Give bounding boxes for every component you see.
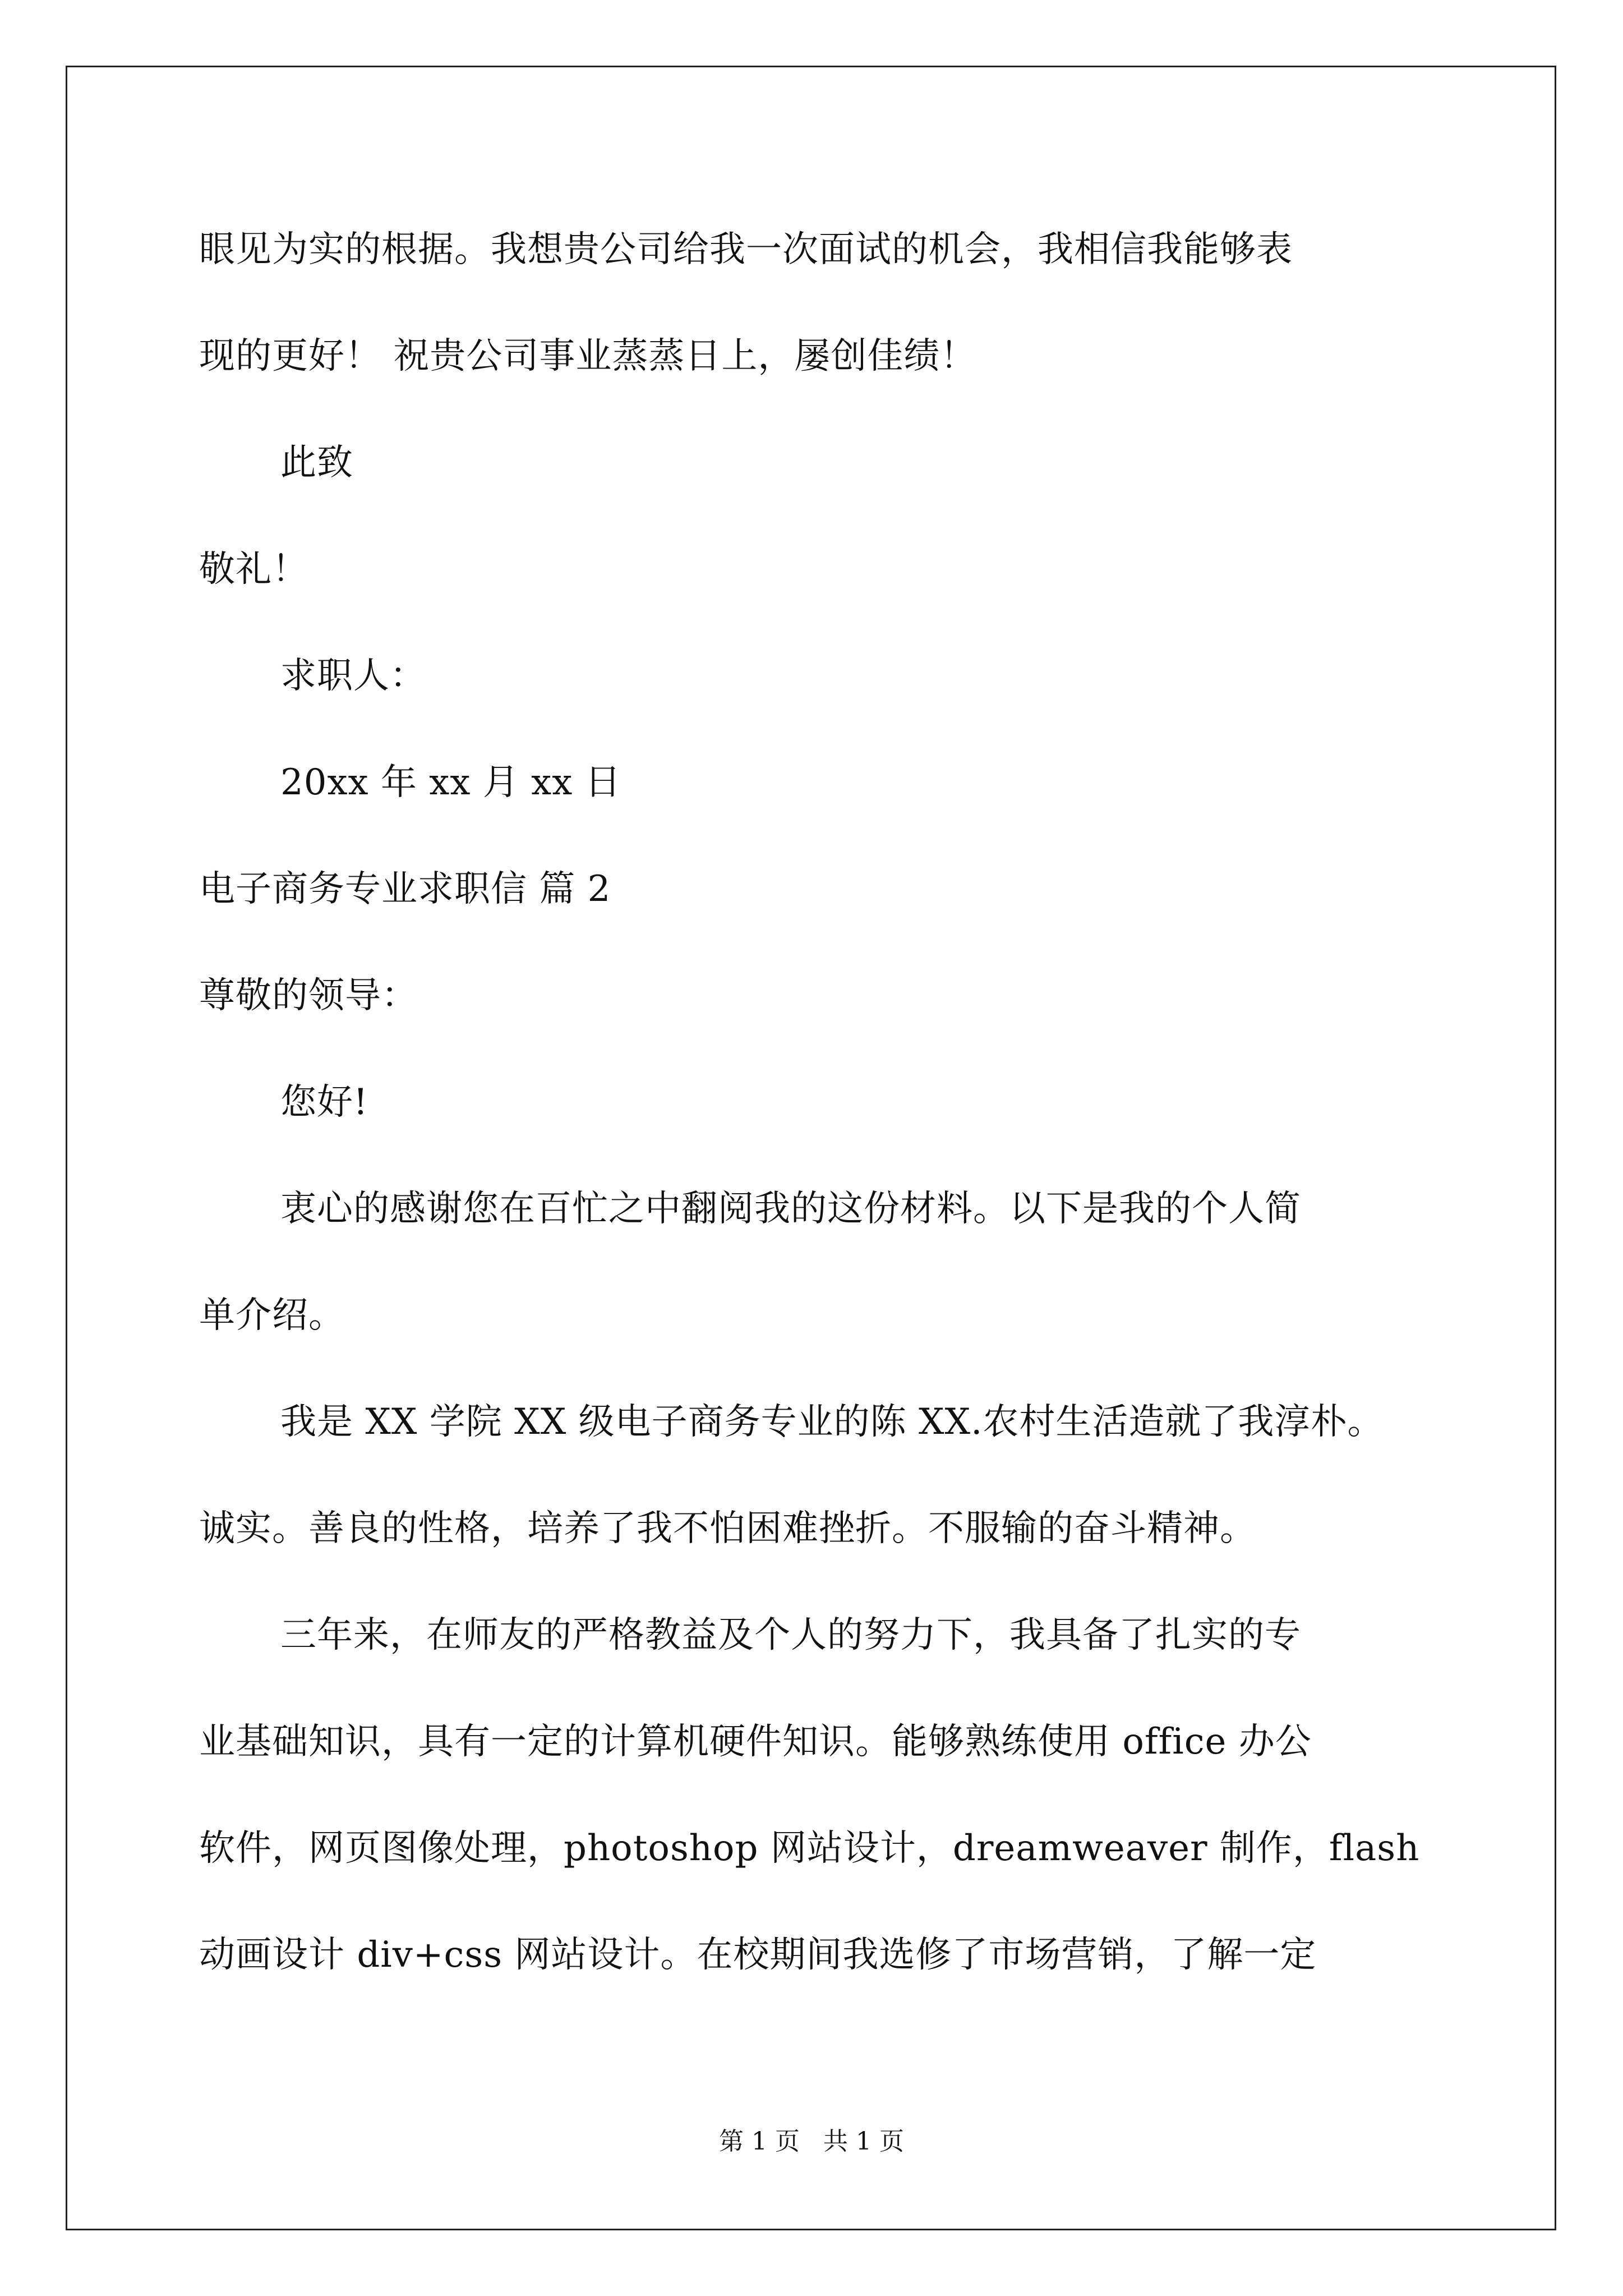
text-line: 眼见为实的根据。我想贵公司给我一次面试的机会，我相信我能够表 (199, 229, 1293, 270)
page-footer: 第 1 页 共 1 页 (719, 2127, 904, 2156)
text-line: 现的更好！ 祝贵公司事业蒸蒸日上，屡创佳绩！ (199, 335, 977, 377)
text-line: 求职人： (280, 655, 426, 697)
text-line: 我是 XX 学院 XX 级电子商务专业的陈 XX.农村生活造就了我淳朴。 (280, 1401, 1384, 1443)
text-line: 20xx 年 xx 月 xx 日 (280, 762, 621, 803)
text-line: 此致 (280, 442, 353, 484)
text-line: 动画设计 div+css 网站设计。在校期间我选修了市场营销，了解一定 (199, 1934, 1317, 1976)
text-line: 敬礼！ (199, 549, 308, 590)
text-line: 三年来，在师友的严格教益及个人的努力下，我具备了扎实的专 (280, 1614, 1301, 1656)
text-line: 衷心的感谢您在百忙之中翻阅我的这份材料。以下是我的个人简 (280, 1188, 1301, 1230)
greeting: 您好! (280, 1082, 368, 1123)
text-line: 软件，网页图像处理，photoshop 网站设计，dreamweaver 制作，flash (199, 1828, 1420, 1869)
page-border (66, 66, 1556, 2230)
salutation: 尊敬的领导： (199, 975, 418, 1016)
text-line: 诚实。善良的性格，培养了我不怕困难挫折。不服输的奋斗精神。 (199, 1508, 1256, 1549)
text-line: 业基础知识，具有一定的计算机硬件知识。能够熟练使用 office 办公 (199, 1721, 1312, 1763)
text-line: 单介绍。 (199, 1295, 345, 1336)
section-heading: 电子商务专业求职信 篇 2 (199, 868, 611, 910)
